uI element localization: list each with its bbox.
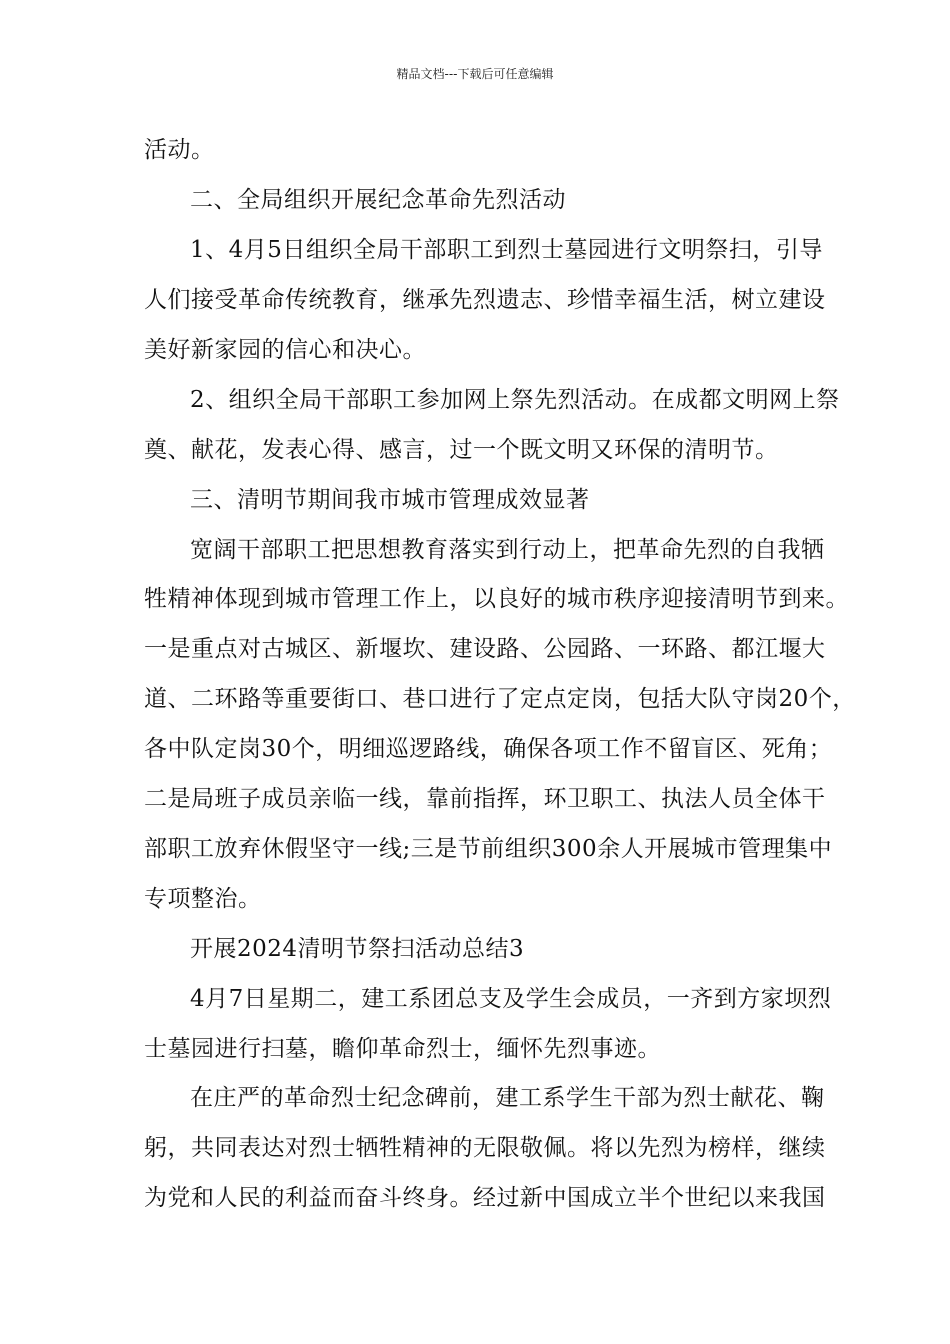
section-heading: 二、全局组织开展纪念革命先烈活动 — [190, 187, 566, 213]
paragraph-line: 在庄严的革命烈士纪念碑前，建工系学生干部为烈士献花、鞠 — [190, 1085, 825, 1111]
paragraph-line: 一是重点对古城区、新堰坎、建设路、公园路、一环路、都江堰大 — [144, 636, 826, 662]
paragraph-line: 4月7日星期二，建工系团总支及学生会成员，一齐到方家坝烈 — [190, 986, 832, 1012]
paragraph-line: 二是局班子成员亲临一线，靠前指挥，环卫职工、执法人员全体干 — [144, 786, 826, 812]
page-header: 精品文档---下载后可任意编辑 — [396, 67, 554, 81]
paragraph-line: 宽阔干部职工把思想教育落实到行动上，把革命先烈的自我牺 — [190, 537, 825, 563]
paragraph-line: 奠、献花，发表心得、感言，过一个既文明又环保的清明节。 — [144, 437, 779, 463]
paragraph-line: 美好新家园的信心和决心。 — [144, 337, 426, 363]
paragraph-line: 躬，共同表达对烈士牺牲精神的无限敬佩。将以先烈为榜样，继续 — [144, 1135, 826, 1161]
paragraph-line: 2、组织全局干部职工参加网上祭先烈活动。在成都文明网上祭 — [190, 387, 840, 413]
paragraph-line: 活动。 — [144, 137, 215, 163]
paragraph-line: 1、4月5日组织全局干部职工到烈士墓园进行文明祭扫，引导 — [190, 237, 823, 263]
section-heading: 开展2024清明节祭扫活动总结3 — [190, 936, 525, 962]
paragraph-line: 部职工放弃休假坚守一线;三是节前组织300余人开展城市管理集中 — [144, 836, 833, 862]
paragraph-line: 专项整治。 — [144, 886, 262, 912]
paragraph-line: 牲精神体现到城市管理工作上，以良好的城市秩序迎接清明节到来。 — [144, 586, 849, 612]
paragraph-line: 各中队定岗30个，明细巡逻路线，确保各项工作不留盲区、死角； — [144, 736, 833, 762]
section-heading: 三、清明节期间我市城市管理成效显著 — [190, 487, 590, 513]
paragraph-line: 士墓园进行扫墓，瞻仰革命烈士，缅怀先烈事迹。 — [144, 1036, 661, 1062]
paragraph-line: 为党和人民的利益而奋斗终身。经过新中国成立半个世纪以来我国 — [144, 1185, 826, 1211]
paragraph-line: 人们接受革命传统教育，继承先烈遗志、珍惜幸福生活，树立建设 — [144, 287, 826, 313]
paragraph-line: 道、二环路等重要街口、巷口进行了定点定岗，包括大队守岗20个， — [144, 686, 856, 712]
